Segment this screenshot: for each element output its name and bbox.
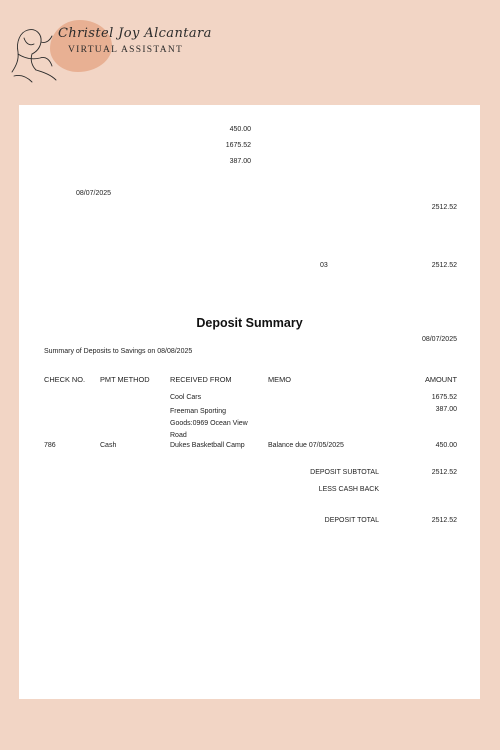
- column-header-amount: AMOUNT: [424, 375, 457, 384]
- deposit-total-value: 2512.52: [431, 517, 457, 524]
- row-received-from: Freeman Sporting Goods:0969 Ocean View Road: [170, 408, 248, 439]
- deposit-total-label: DEPOSIT TOTAL: [324, 517, 379, 524]
- row-pmt-method: Cash: [100, 442, 117, 449]
- document-page: [19, 105, 480, 699]
- row-amount: 1675.52: [431, 394, 457, 401]
- less-cash-back-label: LESS CASH BACK: [318, 486, 379, 493]
- row-memo: Balance due 07/05/2025: [268, 442, 344, 449]
- top-amount-1: 450.00: [229, 126, 251, 133]
- row-received-from: Cool Cars: [170, 394, 202, 401]
- summary-caption: Summary of Deposits to Savings on 08/08/2025: [44, 348, 193, 355]
- deposit-subtotal-label: DEPOSIT SUBTOTAL: [310, 469, 379, 476]
- page-title: Deposit Summary: [196, 316, 303, 330]
- brand-logo: [6, 14, 212, 84]
- column-header-received-from: RECEIVED FROM: [170, 375, 232, 384]
- column-header-check-no: CHECK NO.: [44, 375, 86, 384]
- row-received-from: Dukes Basketball Camp: [170, 442, 245, 449]
- brand-subtitle: VIRTUAL ASSISTANT: [68, 45, 184, 55]
- top-total: 2512.52: [431, 204, 457, 211]
- row-check-no: 786: [44, 442, 56, 449]
- column-header-pmt-method: PMT METHOD: [100, 375, 150, 384]
- deposit-line-amount: 2512.52: [431, 262, 457, 269]
- deposit-line-code: 03: [320, 262, 328, 269]
- summary-date: 08/07/2025: [421, 336, 457, 343]
- deposit-subtotal-value: 2512.52: [431, 469, 457, 476]
- row-amount: 387.00: [435, 406, 457, 413]
- row-amount: 450.00: [435, 442, 457, 449]
- top-amount-3: 387.00: [229, 158, 251, 165]
- top-amount-2: 1675.52: [225, 142, 251, 149]
- column-header-memo: MEMO: [268, 375, 291, 384]
- top-date: 08/07/2025: [76, 190, 112, 197]
- brand-name: Christel Joy Alcantara: [58, 26, 212, 41]
